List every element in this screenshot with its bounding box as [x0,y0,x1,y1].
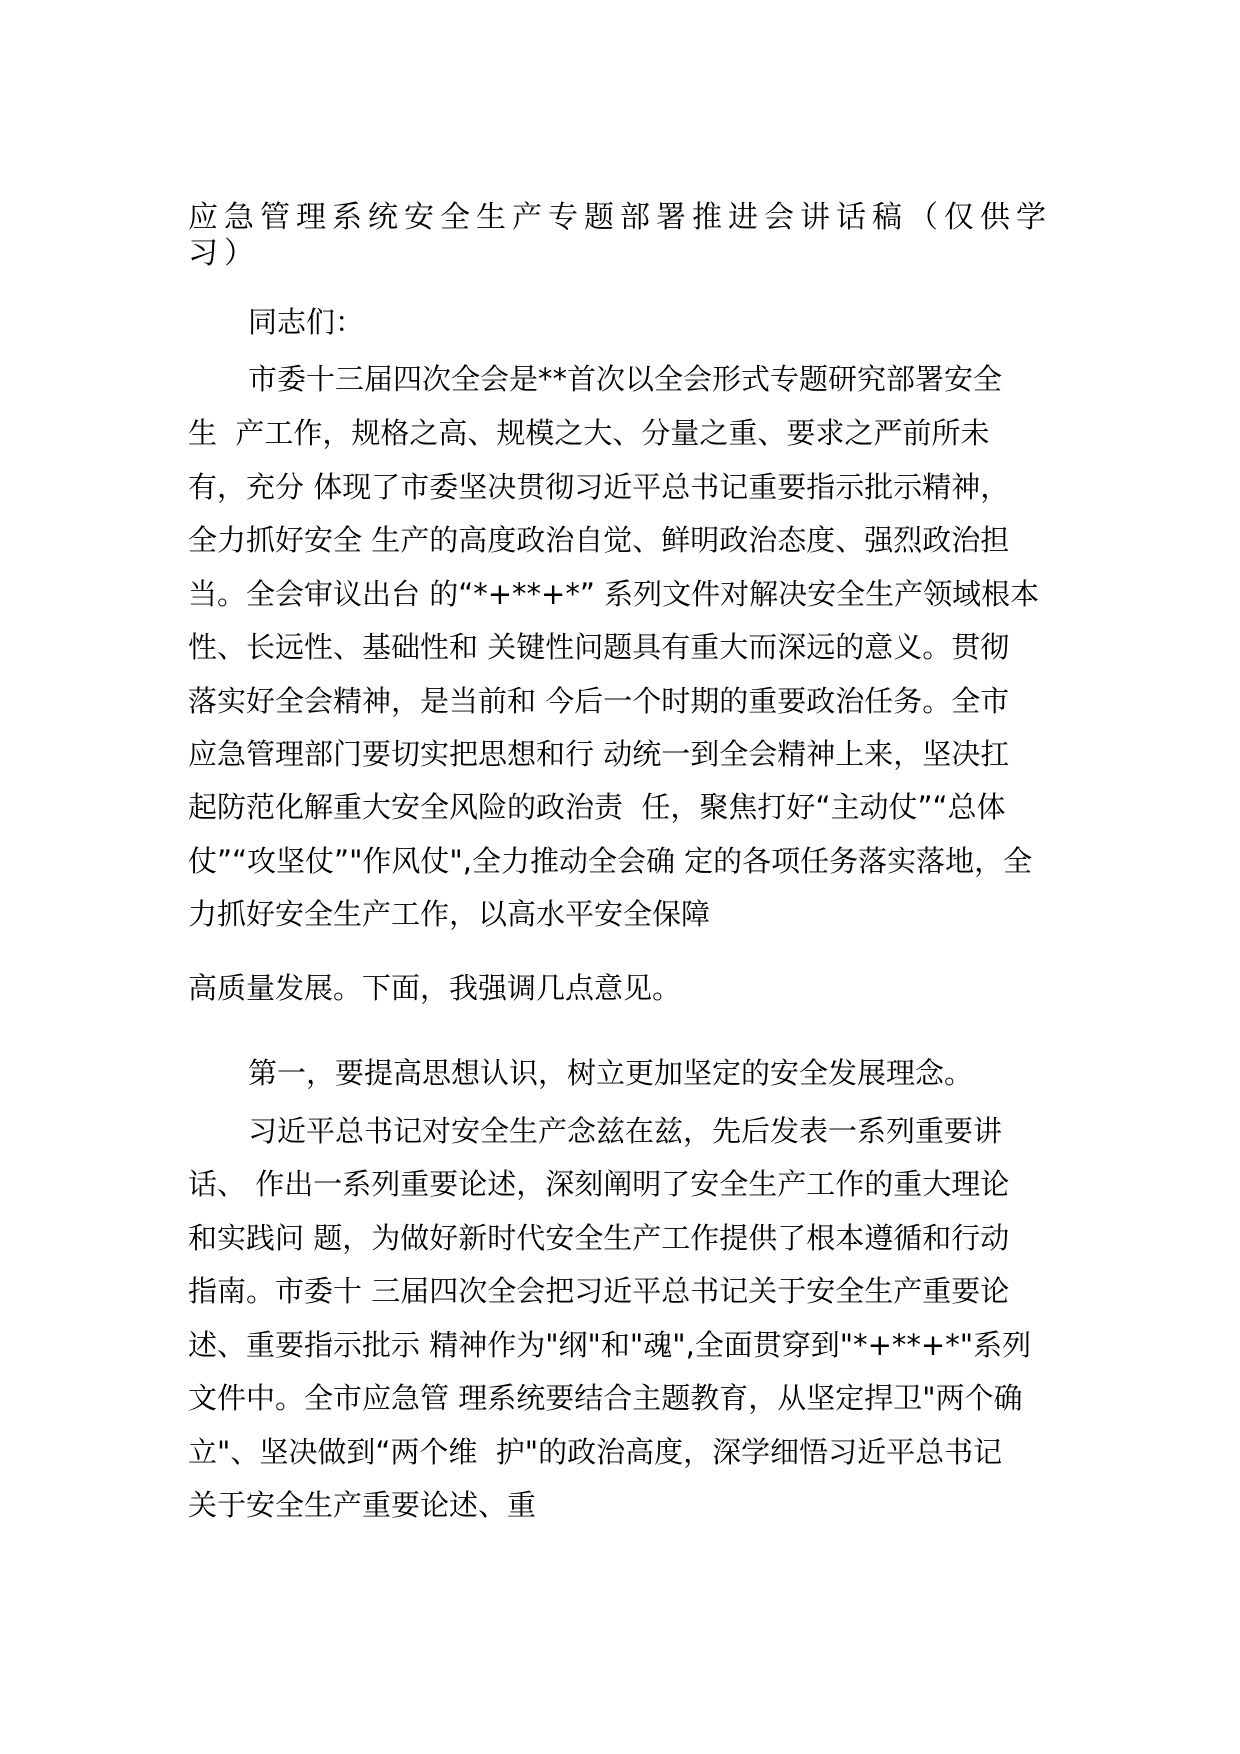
body-line: 力抓好安全生产工作，以高水平安全保障 [188,897,711,931]
body-line: 文件中。全市应急管 理系统要结合主题教育，从坚定捍卫"两个确 [188,1381,1023,1415]
section-heading: 第一，要提高思想认识，树立更加坚定的安全发展理念。 [248,1056,974,1090]
body-line: 市委十三届四次全会是**首次以全会形式专题研究部署安全 [248,362,1003,396]
body-line: 话、 作出一系列重要论述，深刻阐明了安全生产工作的重大理论 [188,1167,1010,1201]
body-line: 关于安全生产重要论述、重 [188,1488,537,1522]
body-line: 和实践问 题，为做好新时代安全生产工作提供了根本遵循和行动 [188,1221,1010,1255]
body-line: 全力抓好安全 生产的高度政治自觉、鲜明政治态度、强烈政治担 [188,523,1010,557]
body-line: 起防范化解重大安全风险的政治责 任，聚焦打好“主动仗”“总体 [188,790,1006,824]
body-line: 落实好全会精神，是当前和 今后一个时期的重要政治任务。全市 [188,684,1010,718]
body-line: 指南。市委十 三届四次全会把习近平总书记关于安全生产重要论 [188,1274,1010,1308]
body-line: 性、长远性、基础性和 关键性问题具有重大而深远的意义。贯彻 [188,630,1010,664]
document-title: 应急管理系统安全生产专题部署推进会讲话稿（仅供学 习） [188,200,1052,271]
body-line: 有，充分 体现了市委坚决贯彻习近平总书记重要指示批示精神， [188,470,1010,504]
body-line: 立"、坚决做到“两个维 护"的政治高度，深学细悟习近平总书记 [188,1435,1003,1469]
body-line: 述、重要指示批示 精神作为"纲"和"魂",全面贯穿到"*+**+*"系列 [188,1328,1032,1362]
body-line: 应急管理部门要切实把思想和行 动统一到全会精神上来，坚决扛 [188,737,1010,771]
body-line: 生 产工作，规格之高、规模之大、分量之重、要求之严前所未 [188,416,990,450]
body-line: 当。全会审议出台 的“*+**+*” 系列文件对解决安全生产领域根本 [188,577,1040,611]
body-line: 习近平总书记对安全生产念兹在兹，先后发表一系列重要讲 [248,1114,1003,1148]
body-line: 仗”“攻坚仗”"作风仗",全力推动全会确 定的各项任务落实落地，全 [188,844,1033,878]
body-line: 高质量发展。下面，我强调几点意见。 [188,971,682,1005]
greeting-line: 同志们： [248,305,365,339]
